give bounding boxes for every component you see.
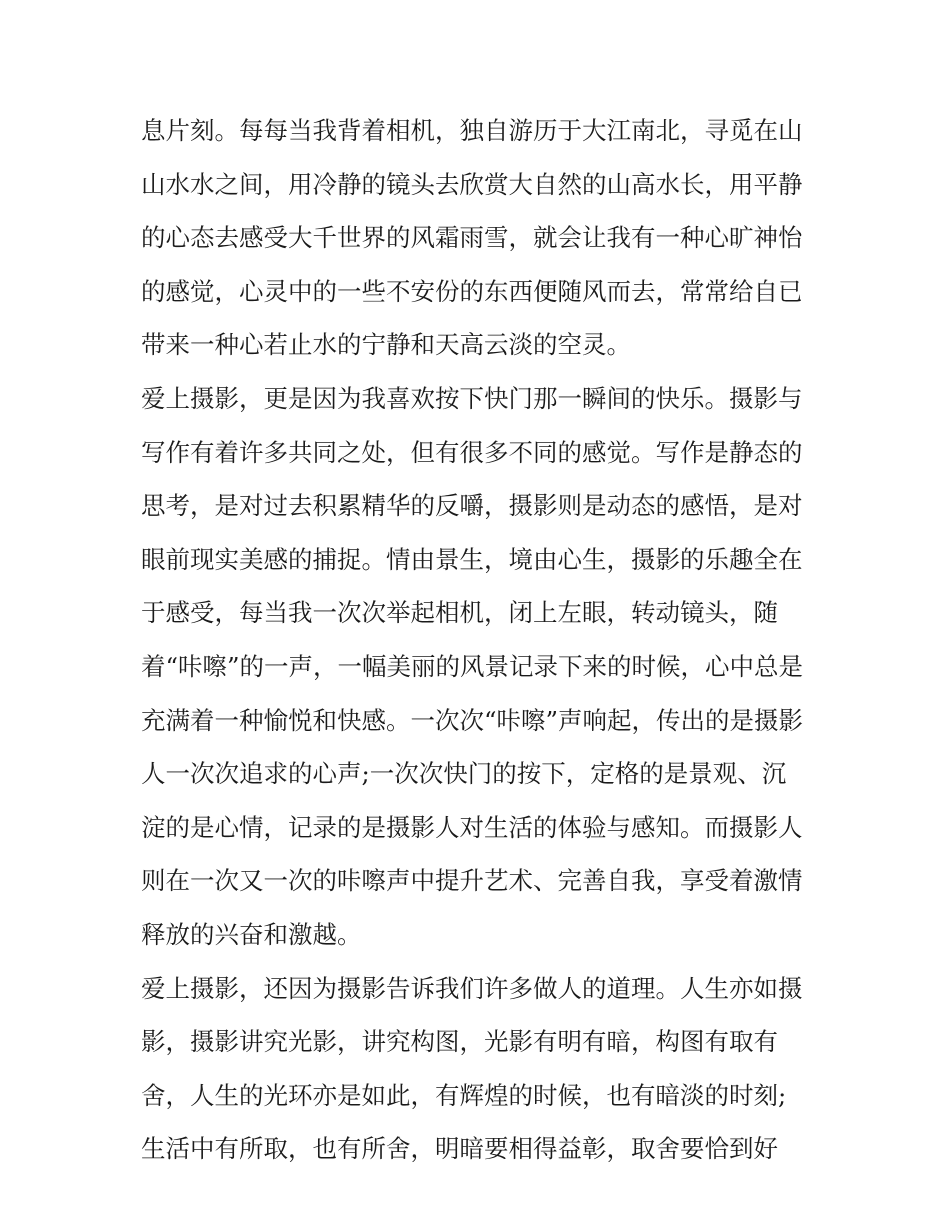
text-line: 的心态去感受大千世界的风霜雨雪，就会让我有一种心旷神怡 [141, 223, 803, 253]
text-line: 带来一种心若止水的宁静和天高云淡的空灵。 [141, 330, 631, 360]
text-line: 淀的是心情，记录的是摄影人对生活的体验与感知。而摄影人 [141, 812, 803, 842]
text-line: 爱上摄影，还因为摄影告诉我们许多做人的道理。人生亦如摄 [141, 973, 803, 1003]
body-text [141, 104, 821, 1176]
text-line: 充满着一种愉悦和快感。一次次“咔嚓”声响起，传出的是摄影 [141, 705, 804, 735]
text-line: 生活中有所取，也有所舍，明暗要相得益彰，取舍要恰到好 [141, 1134, 778, 1164]
text-line: 人一次次追求的心声;一次次快门的按下，定格的是景观、沉 [141, 759, 787, 789]
text-line: 则在一次又一次的咔嚓声中提升艺术、完善自我，享受着激情 [141, 866, 803, 896]
text-line: 眼前现实美感的捕捉。情由景生，境由心生，摄影的乐趣全在 [141, 544, 803, 574]
text-line: 于感受，每当我一次次举起相机，闭上左眼，转动镜头，随 [141, 598, 778, 628]
text-line: 思考，是对过去积累精华的反嚼，摄影则是动态的感悟，是对 [141, 491, 803, 521]
text-line: 爱上摄影，更是因为我喜欢按下快门那一瞬间的快乐。摄影与 [141, 383, 803, 413]
text-line: 山水水之间，用冷静的镜头去欣赏大自然的山高水长，用平静 [141, 169, 803, 199]
text-line: 着“咔嚓”的一声，一幅美丽的风景记录下来的时候，心中总是 [141, 651, 804, 681]
text-line: 写作有着许多共同之处，但有很多不同的感觉。写作是静态的 [141, 437, 803, 467]
text-line: 息片刻。每每当我背着相机，独自游历于大江南北，寻觅在山 [141, 116, 803, 145]
text-line: 舍，人生的光环亦是如此，有辉煌的时候，也有暗淡的时刻; [141, 1080, 787, 1110]
text-line: 的感觉，心灵中的一些不安份的东西便随风而去，常常给自已 [141, 276, 803, 306]
text-line: 释放的兴奋和激越。 [141, 919, 362, 949]
text-line: 影，摄影讲究光影，讲究构图，光影有明有暗，构图有取有 [141, 1027, 778, 1057]
